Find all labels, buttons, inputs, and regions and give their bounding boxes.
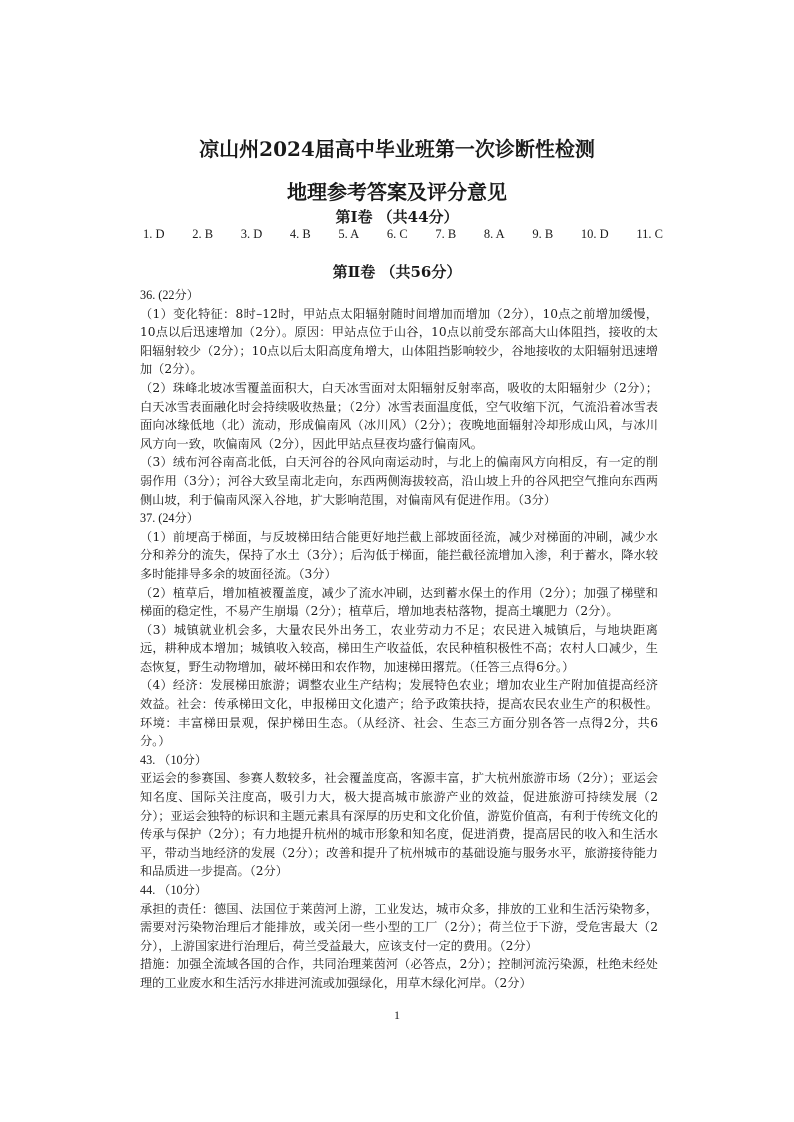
answer-item: 3. D [240, 227, 263, 241]
part1-heading: 第Ⅰ卷 （共44分） [335, 208, 459, 226]
page-number: 1 [394, 1008, 400, 1022]
answer-item: 6. C [386, 227, 408, 241]
exam-subtitle: 地理参考答案及评分意见 [287, 180, 507, 204]
answer-item: 1. D [143, 227, 165, 241]
answer-item: 8. A [483, 227, 505, 241]
question-36-heading: 36. (22分） [140, 288, 199, 302]
answer-item: 11. C [636, 227, 663, 241]
part2-heading: 第Ⅱ卷 （共56分） [332, 263, 462, 281]
question-36-part-2: （2）珠峰北坡冰雪覆盖面积大，白天冰雪面对太阳辐射反射率高，吸收的太阳辐射少（2分）；白天冰雪表面融化时会持续吸收热量；（2分）冰雪表面温度低，空气收缩下沉，气流沿着冰雪表面向冰缘低地（北）流动，形成偏南风（冰川风）（2分）；夜晚地面辐射冷却形成山风，与冰川风方向一致，吹偏南风（2分），因此甲站点昼夜均盛行偏南风。 [140, 380, 658, 451]
answer-item: 10. D [580, 227, 609, 241]
question-37-part-4: （4）经济：发展梯田旅游；调整农业生产结构；发展特色农业；增加农业生产附加值提高经济效益。社会：传承梯田文化，申报梯田文化遗产；给予政策扶持，提高农民农业生产的积极性。环境：丰富梯田景观，保护梯田生态。（从经济、社会、生态三方面分别各答一点得2分，共6分。） [140, 678, 658, 749]
question-43-heading: 43. （10分） [140, 752, 208, 767]
question-43-answer: 亚运会的参赛国、参赛人数较多，社会覆盖度高，客源丰富，扩大杭州旅游市场（2分）；亚运会知名度、国际关注度高，吸引力大，极大提高城市旅游产业的效益，促进旅游可持续发展（2分）；亚运会独特的标识和主题元素具有深厚的历史和文化价值，游览价值高，有利于传统文化的传承与保护（2分）；有力地提升杭州的城市形象和知名度，促进消费，提高居民的收入和生活水平，带动当地经济的发展（2分）；改善和提升了杭州城市的基础设施与服务水平，旅游接待能力和品质进一步提高。（2分） [140, 771, 658, 879]
question-37-part-2: （2）植草后，增加植被覆盖度，减少了流水冲刷，达到蓄水保土的作用（2分）；加强了梯壁和梯面的稳定性，不易产生崩塌（2分）；植草后，增加地表枯落物，提高土壤肥力（2分）。 [140, 585, 658, 619]
answer-item: 7. B [435, 227, 457, 241]
question-36-part-1: （1）变化特征：8时–12时，甲站点太阳辐射随时间增加而增加（2分），10点之前增加缓慢，10点以后迅速增加（2分）。原因：甲站点位于山谷，10点以前受东部高大山体阻挡，接收的太阳辐射较少（2分）；10点以后太阳高度角增大，山体阻挡影响较少，谷地接收的太阳辐射迅速增加（2分）。 [140, 306, 658, 377]
question-44-answer-responsibility: 承担的责任：德国、法国位于莱茵河上游，工业发达，城市众多，排放的工业和生活污染物多，需要对污染物治理后才能排放，或关闭一些小型的工厂（2分）；荷兰位于下游，受危害最大（2分），上游国家进行治理后，荷兰受益最大，应该支付一定的费用。（2分） [140, 901, 658, 953]
question-37-part-1: （1）前埂高于梯面，与反坡梯田结合能更好地拦截上部坡面径流，减少对梯面的冲刷，减少水分和养分的流失，保持了水土（3分）；后沟低于梯面，能拦截径流增加入渗，利于蓄水，降水较多时能排导多余的坡面径流。（3分） [140, 529, 658, 581]
question-37-part-3: （3）城镇就业机会多，大量农民外出务工，农业劳动力不足；农民进入城镇后，与地块距离远，耕种成本增加；城镇收入较高，梯田生产收益低，农民种植积极性不高；农村人口减少，生态恢复，野生动物增加，破坏梯田和农作物，加速梯田撂荒。（任答三点得6分。） [140, 622, 658, 674]
question-44-answer-measures: 措施：加强全流域各国的合作，共同治理莱茵河（必答点，2分）；控制河流污染源，杜绝未经处理的工业废水和生活污水排进河流或加强绿化，用草木绿化河岸。（2分） [140, 957, 658, 990]
answer-item: 2. B [192, 227, 214, 241]
answer-item: 4. B [289, 227, 311, 241]
multiple-choice-answers [143, 227, 663, 242]
answer-body [140, 286, 658, 993]
exam-title: 凉山州2024届高中毕业班第一次诊断性检测 [199, 137, 595, 161]
question-37-heading: 37. (24分） [140, 511, 199, 526]
question-44-heading: 44. （10分） [140, 883, 208, 897]
answer-item: 9. B [532, 227, 554, 241]
answer-item: 5. A [338, 227, 360, 241]
question-36-part-3: （3）绒布河谷南高北低，白天河谷的谷风向南运动时，与北上的偏南风方向相反，有一定的削弱作用（3分）；河谷大致呈南北走向，东西两侧海拔较高，沿山坡上升的谷风把空气推向东西两侧山坡，利于偏南风深入谷地，扩大影响范围，对偏南风有促进作用。（3分） [140, 455, 658, 507]
